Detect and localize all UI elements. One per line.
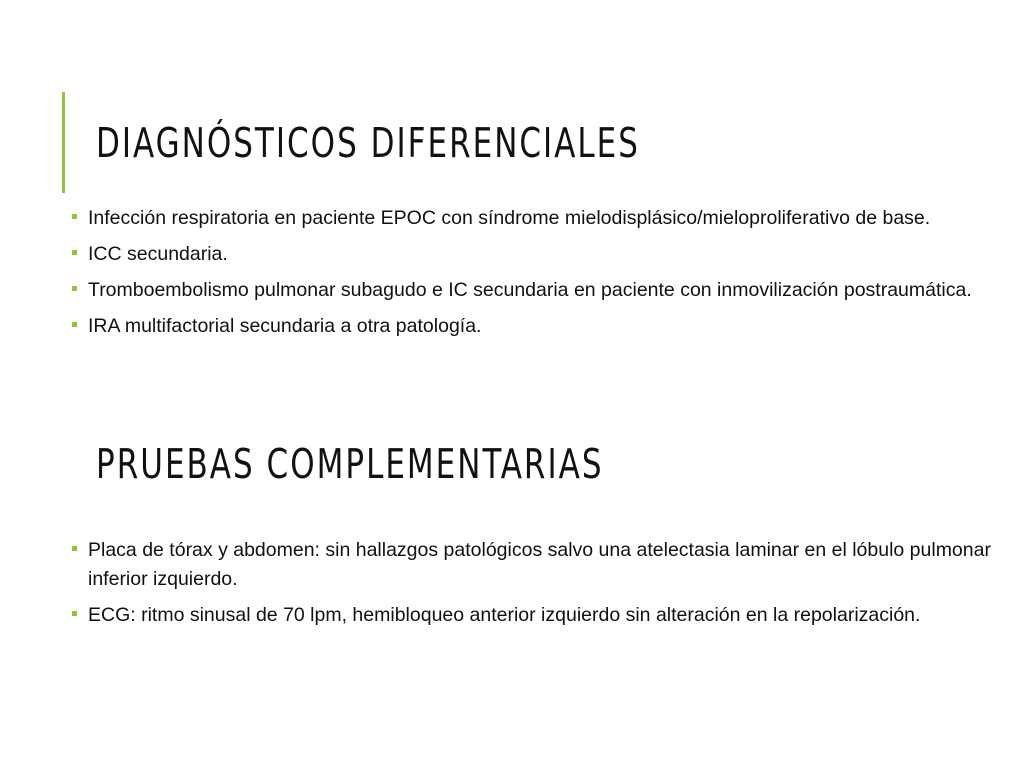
bullet-square-icon: [72, 322, 77, 327]
title-accent-bar: [62, 92, 65, 193]
bullet-text: ECG: ritmo sinusal de 70 lpm, hemibloqueo anterior izquierdo sin alteración en la repolarización.: [88, 604, 921, 626]
bullet-item: [71, 240, 996, 269]
bullet-text: Infección respiratoria en paciente EPOC con síndrome mielodisplásico/mieloproliferativo de base.: [88, 207, 931, 229]
bullet-text: Tromboembolismo pulmonar subagudo e IC secundaria en paciente con inmovilización postraumática.: [88, 279, 972, 301]
bullet-item: [71, 276, 996, 305]
bullet-square-icon: [72, 611, 77, 616]
bullet-text: Placa de tórax y abdomen: sin hallazgos patológicos salvo una atelectasia laminar en el lóbulo pulmonar inferior izquierdo.: [88, 539, 991, 590]
bullet-text: ICC secundaria.: [88, 243, 228, 265]
section-heading-diagnosticos: DIAGNÓSTICOS DIFERENCIALES: [96, 119, 640, 167]
bullet-square-icon: [72, 286, 77, 291]
bullet-square-icon: [72, 250, 77, 255]
bullet-list-pruebas: [71, 536, 996, 637]
bullet-item: [71, 601, 996, 630]
bullet-item: [71, 312, 996, 341]
bullet-item: [71, 536, 996, 594]
bullet-square-icon: [72, 546, 77, 551]
bullet-list-diagnosticos: [71, 204, 996, 348]
section-heading-pruebas: PRUEBAS COMPLEMENTARIAS: [96, 440, 604, 488]
bullet-square-icon: [72, 214, 77, 219]
bullet-text: IRA multifactorial secundaria a otra patología.: [88, 315, 482, 337]
bullet-item: [71, 204, 996, 233]
